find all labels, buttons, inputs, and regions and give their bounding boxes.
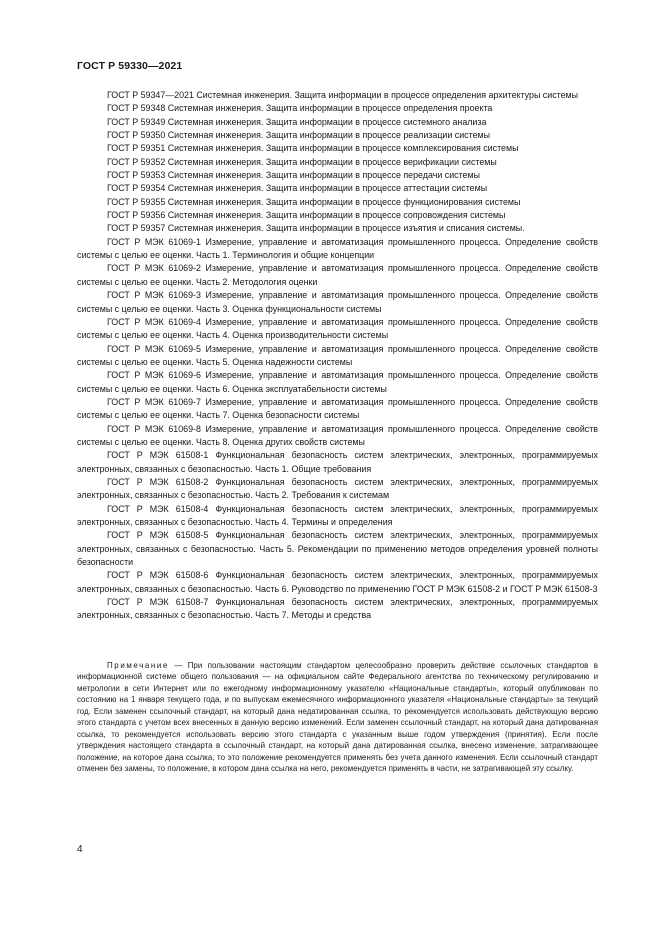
reference-item: ГОСТ Р МЭК 61069-5 Измерение, управление и автоматизация промышленного процесса. Определение свойств системы с целью ее оценки. Часть 5. Оценка надежности системы	[77, 343, 598, 367]
reference-item: ГОСТ Р 59354 Системная инженерия. Защита информации в процессе аттестации системы	[107, 183, 488, 194]
reference-item: ГОСТ Р МЭК 61069-7 Измерение, управление и автоматизация промышленного процесса. Определение свойств системы с целью ее оценки. Часть 7. Оценка безопасности системы	[77, 396, 598, 421]
reference-item: ГОСТ Р МЭК 61508-2 Функциональная безопасность систем электрических, электронных, программируемых электронных, связанных с безопасностью. Часть 2. Требования к системам	[77, 476, 598, 501]
note-paragraph	[77, 660, 598, 775]
normative-references-list	[77, 89, 598, 623]
reference-item: ГОСТ Р МЭК 61069-6 Измерение, управление и автоматизация промышленного процесса. Определение свойств системы с целью ее оценки. Часть 6. Оценка эксплуатабельности системы	[77, 370, 598, 394]
note-label: Примечание	[107, 661, 169, 670]
reference-item: ГОСТ Р 59353 Системная инженерия. Защита информации в процессе передачи системы	[107, 170, 480, 181]
document-header: ГОСТ Р 59330—2021	[77, 60, 183, 72]
reference-item: ГОСТ Р МЭК 61508-4 Функциональная безопасность систем электрических, электронных, программируемых электронных, связанных с безопасностью. Часть 4. Термины и определения	[77, 503, 598, 527]
reference-item: ГОСТ Р МЭК 61069-1 Измерение, управление и автоматизация промышленного процесса. Определение свойств системы с целью ее оценки. Часть 1. Терминология и общие концепции	[77, 236, 598, 261]
reference-item: ГОСТ Р МЭК 61069-3 Измерение, управление и автоматизация промышленного процесса. Определение свойств системы с целью ее оценки. Часть 3. Оценка функциональности системы	[77, 290, 598, 314]
reference-item: ГОСТ Р 59349 Системная инженерия. Защита информации в процессе системного анализа	[107, 116, 487, 127]
page-number: 4	[77, 844, 83, 855]
reference-item: ГОСТ Р МЭК 61069-8 Измерение, управление и автоматизация промышленного процесса. Определение свойств системы с целью ее оценки. Часть 8. Оценка других свойств системы	[77, 423, 598, 447]
reference-item: ГОСТ Р МЭК 61508-7 Функциональная безопасность систем электрических, электронных, программируемых электронных, связанных с безопасностью. Часть 7. Методы и средства	[77, 597, 598, 621]
note-text: — При пользовании настоящим стандартом целесообразно проверить действие ссылочных стандартов в информационной системе общего пользования — на официальном сайте Федерального агентства по техническому регулированию и метрологии в сети Интернет или по ежегодному информационному указателю «Национальные стандарты», который опубликован по состоянию на 1 января текущего года, и по выпускам ежемесячного информационного указателя «Национальные стандарты» за текущий год. Если заменен ссылочный стандарт, на который дана недатированная ссылка, то рекомендуется использовать действующую версию этого стандарта с учетом всех внесенных в данную версию изменений. Если заменен ссылочный стандарт, на который дана датированная ссылка, то рекомендуется использовать версию этого стандарта с указанным выше годом утверждения (принятия). Если после утверждения настоящего стандарта в ссылочный стандарт, на который дана датированная ссылка, внесено изменение, затрагивающее положение, на которое дана ссылка, то это положение рекомендуется применять без учета данного изменения. Если ссылочный стандарт отменен без замены, то положение, в котором дана ссылка на него, рекомендуется применять в части, не затрагивающей эту ссылку.	[77, 661, 598, 774]
reference-item: ГОСТ Р 59352 Системная инженерия. Защита информации в процессе верификации системы	[107, 156, 497, 167]
reference-item: ГОСТ Р 59350 Системная инженерия. Защита информации в процессе реализации системы	[107, 130, 490, 141]
reference-item: ГОСТ Р 59356 Системная инженерия. Защита информации в процессе сопровождения системы	[107, 210, 506, 221]
reference-item: ГОСТ Р МЭК 61508-6 Функциональная безопасность систем электрических, электронных, программируемых электронных, связанных с безопасностью. Часть 6. Руководство по применению ГОСТ Р МЭК 61508-2 и ГОСТ Р МЭК 61508-3	[77, 570, 598, 594]
reference-item: ГОСТ Р 59347—2021 Системная инженерия. Защита информации в процессе определения архитектуры системы	[107, 90, 579, 100]
reference-item: ГОСТ Р МЭК 61508-5 Функциональная безопасность систем электрических, электронных, программируемых электронных, связанных с безопасностью. Часть 5. Рекомендации по применению методов определения уровней полноты безопасности	[77, 530, 598, 568]
reference-item: ГОСТ Р 59348 Системная инженерия. Защита информации в процессе определения проекта	[107, 103, 493, 114]
reference-item: ГОСТ Р 59357 Системная инженерия. Защита информации в процессе изъятия и списания системы.	[107, 223, 525, 234]
reference-item: ГОСТ Р МЭК 61508-1 Функциональная безопасность систем электрических, электронных, программируемых электронных, связанных с безопасностью. Часть 1. Общие требования	[77, 450, 598, 474]
reference-item: ГОСТ Р МЭК 61069-4 Измерение, управление и автоматизация промышленного процесса. Определение свойств системы с целью ее оценки. Часть 4. Оценка производительности системы	[77, 316, 598, 341]
reference-item: ГОСТ Р МЭК 61069-2 Измерение, управление и автоматизация промышленного процесса. Определение свойств системы с целью ее оценки. Часть 2. Методология оценки	[77, 263, 598, 287]
reference-item: ГОСТ Р 59355 Системная инженерия. Защита информации в процессе функционирования системы	[107, 196, 521, 207]
reference-item: ГОСТ Р 59351 Системная инженерия. Защита информации в процессе комплексирования системы	[107, 143, 519, 154]
